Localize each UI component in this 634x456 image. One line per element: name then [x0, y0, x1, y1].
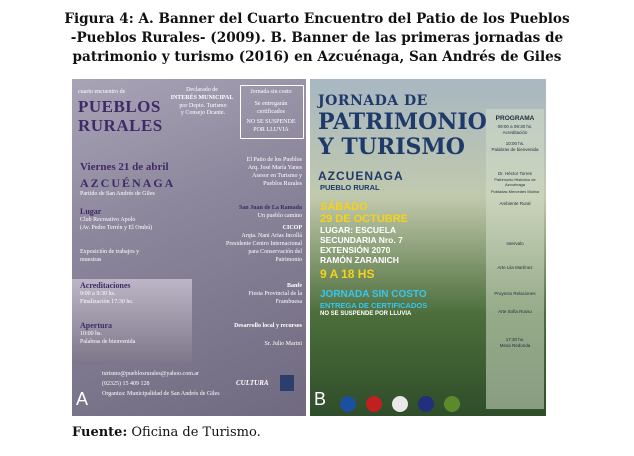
cicop-line-2: Arqta. Nani Arias Incollá [241, 233, 302, 239]
acred-line-1: 9:00 a 9:30 hs. [80, 291, 116, 297]
logo-5 [444, 396, 460, 412]
extension: EXTENSIÓN 2070 [320, 245, 391, 255]
prog-line-3: 10:00 hs. [505, 141, 525, 146]
banner-b-image [310, 79, 546, 416]
prog-line-10: Arte Lila Martínez [497, 265, 533, 270]
no-suspende: NO SE SUSPENDE POR LLUVIA [246, 119, 296, 133]
banfe-line-2: Fiesta Provincial de la [248, 291, 302, 297]
jornada-sin-costo: JORNADA SIN COSTO [320, 289, 427, 300]
interes-municipal: INTERÉS MUNICIPAL [170, 95, 234, 101]
caption-line-3: patrimonio y turismo (2016) en Azcuénaga, San Andrés de Giles [72, 49, 562, 65]
prog-line-7: Pobladas Mercedes Molina [490, 189, 540, 194]
prog-line-6: Patrimonio Histórico de Azcuénaga [494, 177, 536, 187]
sponsor-logos [310, 392, 546, 416]
logo-4 [418, 396, 434, 412]
prog-line-9: Intervalo [506, 241, 524, 246]
prog-line-14: Mesa Redonda [499, 343, 531, 348]
banner-a-organiza: Organiza: Municipalidad de San Andrés de Giles [102, 391, 220, 397]
banner-b-title-2: PATRIMONIO [318, 109, 487, 135]
cicop-line-5: Patrimonio [275, 257, 302, 263]
banner-a-image [72, 79, 306, 416]
banner-b-letter: B [314, 389, 327, 409]
desarrollo-line-2: Sr. Julio Marini [264, 341, 302, 347]
lugar-escuela: LUGAR: ESCUELA [320, 225, 397, 235]
partido: Partido de San Andrés de Giles [80, 191, 155, 197]
banner-a-phone: (02325) 15 409 128 [102, 381, 150, 387]
patio-line-2: Arq. José María Yanes [247, 165, 302, 171]
programa-heading: PROGRAMA [495, 115, 535, 122]
program-panel [486, 109, 544, 409]
banner-a-subtitle: cuarto encuentro de [78, 89, 126, 95]
apertura-line-2: Palabras de bienvenida [80, 339, 136, 345]
entrega-certificados: ENTREGA DE CERTIFICADOS [320, 301, 428, 310]
banner-b-day: SÁBADO [320, 201, 368, 213]
ramon-zaranich: RAMÓN ZARANICH [320, 255, 399, 265]
interes-depto: por Depto. Turismo [179, 103, 227, 109]
sanjuan-line-1: San Juan de La Ramada [238, 205, 302, 211]
source-label: Fuente: [72, 425, 128, 440]
banner-a-letter: A [76, 389, 89, 409]
figure-caption [14, 10, 620, 67]
patio-line-4: Pueblos Rurales [263, 181, 302, 187]
patio-line-3: Asesor en Turismo y [252, 173, 302, 179]
logo-1 [340, 396, 356, 412]
patio-line-1: El Patio de los Pueblos [246, 157, 302, 163]
cicop-heading: CICOP [282, 225, 302, 231]
apertura-line-1: 10:00 hs. [80, 331, 103, 337]
interes-consejo: y Consejo Dcante. [180, 110, 226, 116]
prog-line-8: Ambiente Rural [499, 201, 531, 206]
banner-a-email: turismo@pueblosrurales@yahoo.com.ar [102, 371, 200, 377]
jornada-costo: Jornada sin costo [250, 89, 292, 95]
prog-line-13: 17:30 hs. [505, 337, 525, 342]
cultura-logo: CULTURA [236, 379, 269, 387]
prog-line-11: Proyecto Relaciones [494, 291, 536, 296]
prog-line-12: Arte Sofia Russo [498, 309, 532, 314]
banner-b-hours: 9 A 18 HS [320, 267, 375, 281]
caption-line-1: Figura 4: A. Banner del Cuarto Encuentro del Patio de los Pueblos [64, 11, 570, 27]
logo-3 [392, 396, 408, 412]
prog-line-5: Dr. Héctor Torres [498, 171, 532, 176]
prog-line-1: 09:00 a 09:30 hs. [497, 124, 533, 129]
certificados: Se entregarán certificados [254, 101, 288, 115]
source-text: Oficina de Turismo. [127, 425, 261, 440]
sanjuan-line-2: Un pueblo camino [257, 213, 302, 219]
banner-a-title-1: PUEBLOS [78, 97, 161, 116]
shield-logo [280, 375, 294, 391]
pueblo-rural: PUEBLO RURAL [320, 183, 380, 192]
desarrollo-heading: Desarrollo local y recursos [234, 323, 302, 329]
cicop-line-4: para Conservación del [248, 249, 302, 255]
lugar-line-1: Club Recreativo Apolo [80, 217, 136, 223]
apertura-heading: Apertura [80, 321, 112, 330]
prog-line-2: Acreditación [502, 130, 528, 135]
source-note [72, 425, 261, 440]
cicop-line-3: Presidente Centro Internacional [226, 241, 302, 247]
banner-a-title-2: RURALES [78, 116, 163, 135]
exposicion: Exposición de trabajos y muestras [80, 249, 140, 263]
banner-b-title-3: Y TURISMO [318, 134, 465, 160]
banner-b-place: AZCUENAGA [318, 169, 404, 183]
banner-a-place: AZCUÉNAGA [80, 176, 176, 190]
banfe-heading: Banfe [287, 283, 302, 289]
banner-b-date: 29 DE OCTUBRE [320, 213, 409, 225]
prog-line-4: Palabras de bienvenida [491, 147, 539, 152]
logo-2 [366, 396, 382, 412]
acreditaciones-heading: Acreditaciones [80, 281, 131, 290]
banner-a-date: Viernes 21 de abril [80, 161, 169, 173]
banfe-line-3: Frambuesa [275, 299, 302, 305]
interes-label: Declarado de [186, 87, 218, 93]
lugar-heading: Lugar [80, 207, 102, 216]
lugar-line-2: (Av. Pedro Terrén y El Ombú) [80, 225, 153, 231]
escuela-secundaria: SECUNDARIA Nro. 7 [320, 235, 403, 245]
banner-b-title-1: JORNADA DE [318, 93, 428, 109]
caption-line-2: -Pueblos Rurales- (2009). B. Banner de las primeras jornadas de [70, 30, 564, 46]
acred-line-2: Finalización 17:30 hs. [80, 299, 134, 305]
no-suspende-b: NO SE SUSPENDE POR LLUVIA [320, 311, 412, 317]
